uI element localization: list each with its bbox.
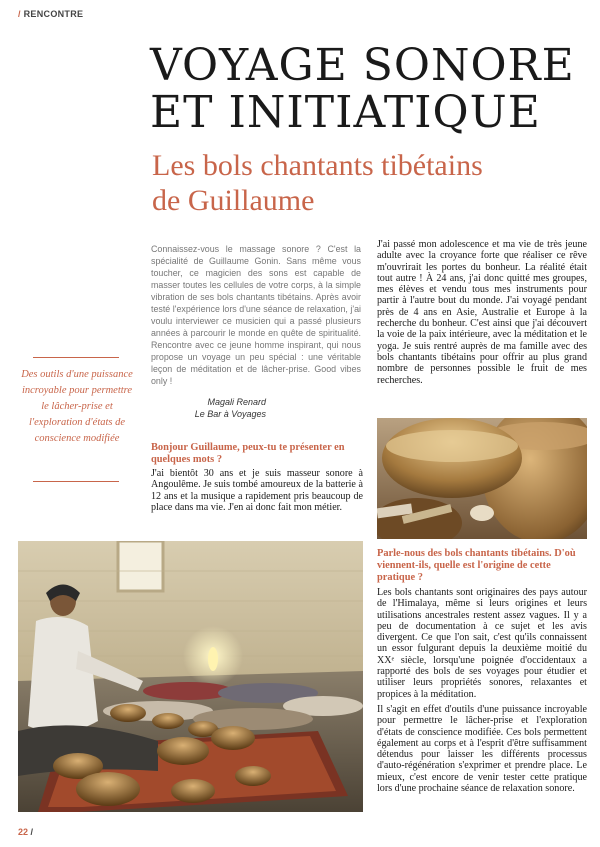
right-paragraph-1: J'ai passé mon adolescence et ma vie de très jeune adulte avec la croyance forte que réaliser ce rêve m'ouvrirait les portes du bonheur. La réalité était tout autre ! À 24 ans, j'ai donc quitté mes groupes, mes élèves et vendu tous mes instruments pour partir à l'autre bout du monde. J'ai voyagé pendant près de 4 ans en Asie, Australie et Europe à la recherche du bonheur. C'est ainsi que j'ai découvert la voie de la paix intérieure, avec la méditation et le yoga. Je suis rentré auprès de ma famille avec des bols chantants tibétains pour offrir au plus grand nombre de personnes possible le fruit de mes recherches.	[377, 239, 587, 386]
section-rubric	[18, 9, 83, 19]
answer-2-paragraph-2: Il s'agit en effet d'outils d'une puissance incroyable pour permettre le lâcher-prise et l'exploration d'états de conscience modifiée. Ces bols permettent également au corps et à l'esprit d'être suffisamment détendus pour laisser les différents processus d'auto-régénération s'exprimer et prendre place. Le mieux, c'est encore de venir tester cette pratique lors d'une prochaine séance de relaxation sonore.	[377, 703, 587, 795]
subtitle-line-1: Les bols chantants tibétains	[152, 149, 483, 182]
article-title	[150, 42, 575, 136]
page-number-value: 22	[18, 827, 29, 837]
answer-1-paragraph: J'ai bientôt 30 ans et je suis masseur sonore à Angoulême. Je suis tombé amoureux de la batterie à 12 ans et la musique a rapidement pris beaucoup de place dans ma vie. J'en ai donc fait mon métier.	[151, 468, 363, 513]
answer-2	[377, 587, 587, 798]
bowls-closeup-photo	[377, 418, 587, 539]
page-number	[18, 827, 33, 837]
quote-rule-bottom	[33, 481, 119, 482]
pull-quote: Des outils d'une puissance incroyable pour permettre le lâcher-prise et l'exploration d'états de conscience modifiée	[21, 369, 133, 444]
author-signature	[151, 396, 266, 420]
bowls-closeup-illustration	[377, 418, 587, 539]
rubric-label: RENCONTRE	[23, 9, 84, 19]
question-1: Bonjour Guillaume, peux-tu te présenter en quelques mots ?	[151, 442, 345, 465]
author-name: Magali Renard	[207, 397, 266, 407]
title-line-2: ET INITIATIQUE	[150, 87, 541, 138]
page-number-slash: /	[30, 827, 34, 837]
author-organization: Le Bar à Voyages	[194, 409, 266, 419]
answer-2-paragraph-1: Les bols chantants sont originaires des pays autour de l'Himalaya, même si leurs origines et leurs utilisations ancestrales restent assez vagues. Il y a peu de documentation à ce sujet et les avis divergent. Ce que l'on sait, c'est qu'ils connaissent un essor fulgurant depuis la deuxième moitié du XXᵉ siècle, lorsqu'une poignée d'occidentaux a rapporté des bols de ses voyages pour étudier et utiliser leurs propriétés sonores, relaxantes et propices à la méditation.	[377, 587, 587, 700]
quote-rule-top	[33, 357, 119, 358]
subtitle-line-2: de Guillaume	[152, 184, 315, 217]
rubric-slash: /	[18, 9, 21, 19]
article-subtitle	[152, 148, 483, 218]
title-line-1: VOYAGE SONORE	[150, 40, 575, 91]
answer-1	[151, 468, 363, 517]
sound-session-photo	[18, 541, 363, 812]
intro-paragraph: Connaissez-vous le massage sonore ? C'est la spécialité de Guillaume Gonin. Sans même vous toucher, ce magicien des sons est capable de masser toutes les cellules de votre corps, à la simple vibration de ses bols chantants tibétains. Après avoir testé l'expérience lors d'une séance de relaxation, j'ai voulu interviewer ce musicien qui a passé plusieurs années à parcourir le monde en quête de spiritualité. Rencontre avec ce jeune homme inspirant, qui nous propose un voyage un peu spécial : une véritable leçon de méditation et de lâcher-prise. Good vibes only !	[151, 244, 361, 386]
column-right-top	[377, 239, 587, 390]
sound-session-illustration	[18, 541, 363, 812]
question-2: Parle-nous des bols chantants tibétains. D'où viennent-ils, quelle est l'origine de cette pratique ?	[377, 548, 576, 583]
